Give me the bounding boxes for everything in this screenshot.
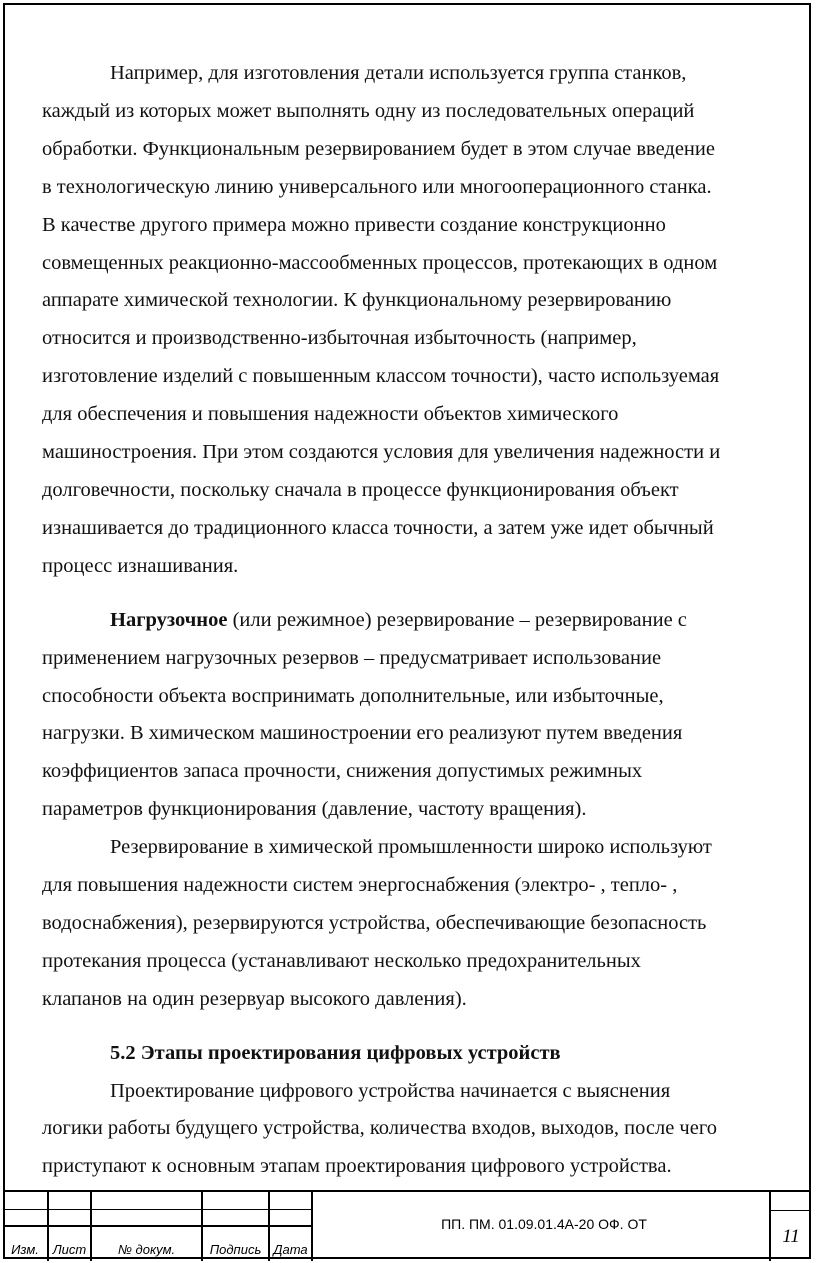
section-heading: 5.2 Этапы проектирования цифровых устройств	[110, 1041, 561, 1064]
paragraph-functional-reserve	[42, 55, 777, 586]
text-line: водоснабжения), резервируются устройства, обеспечивающие безопасность	[42, 911, 707, 934]
divider	[311, 1192, 313, 1261]
text-line: Проектирование цифрового устройства начинается с выяснения	[110, 1079, 671, 1102]
text-line: в технологическую линию универсального или многооперационного станка.	[42, 175, 712, 198]
text-line: Резервирование в химической промышленности широко используют	[110, 836, 712, 859]
text-line: приступают к основным этапам проектирования цифрового устройства.	[42, 1155, 672, 1178]
text-line: процесс изнашивания.	[42, 554, 239, 577]
paragraph-load-reserve	[42, 602, 777, 829]
text-line: (или режимное) резервирование – резервирование с	[227, 608, 687, 631]
paragraph-chemical-industry	[42, 829, 777, 1019]
page-number: 11	[782, 1226, 800, 1247]
divider	[3, 1209, 311, 1210]
text-line: изготовление изделий с повышенным классом точности), часто используемая	[42, 365, 720, 388]
text-line: способности объекта воспринимать дополнительные, или избыточные,	[42, 684, 664, 707]
document-code: ПП. ПМ. 01.09.01.4А-20 ОФ. ОТ	[441, 1216, 647, 1232]
text-line: протекания процесса (устанавливают несколько предохранительных	[42, 949, 641, 972]
text-line: машиностроения. При этом создаются условия для увеличения надежности и	[42, 441, 721, 464]
label-izm: Изм.	[11, 1242, 39, 1257]
text-line: параметров функционирования (давление, частоту вращения).	[42, 798, 587, 821]
label-list: Лист	[52, 1242, 87, 1257]
label-doc-number: № докум.	[117, 1242, 176, 1257]
label-date: Дата	[273, 1242, 308, 1257]
text-line: для обеспечения и повышения надежности объектов химического	[42, 403, 619, 426]
text-line: аппарате химической технологии. К функциональному резервированию	[42, 289, 672, 312]
text-line: обработки. Функциональным резервированием будет в этом случае введение	[42, 137, 715, 160]
divider	[769, 1210, 811, 1211]
text-line: клапанов на один резервуар высокого давления).	[42, 987, 467, 1010]
text-line: каждый из которых может выполнять одну из последовательных операций	[42, 99, 695, 122]
document-body	[42, 55, 777, 1186]
text-line: В качестве другого примера можно привести создание конструкционно	[42, 213, 666, 236]
text-line: изнашивается до традиционного класса точности, а затем уже идет обычный	[42, 516, 714, 539]
text-line: нагрузки. В химическом машиностроении его реализуют путем введения	[42, 722, 683, 745]
text-line: долговечности, поскольку сначала в процессе функционирования объект	[42, 478, 679, 501]
text-line: для повышения надежности систем энергоснабжения (электро- , тепло- ,	[42, 874, 678, 897]
text-line: Например, для изготовления детали используется группа станков,	[110, 62, 687, 84]
divider	[3, 1225, 311, 1227]
bold-term: Нагрузочное	[110, 608, 228, 631]
paragraph-design-stages	[42, 1073, 777, 1187]
title-block	[3, 1190, 811, 1261]
text-line: применением нагрузочных резервов – предусматривает использование	[42, 646, 662, 669]
text-line: относится и производственно-избыточная избыточность (например,	[42, 327, 637, 350]
text-line: коэффициентов запаса прочности, снижения допустимых режимных	[42, 760, 643, 783]
label-signature: Подпись	[209, 1242, 262, 1257]
text-line: совмещенных реакционно-массообменных процессов, протекающих в одном	[42, 251, 718, 274]
text-line: логики работы будущего устройства, количества входов, выходов, после чего	[42, 1117, 717, 1140]
